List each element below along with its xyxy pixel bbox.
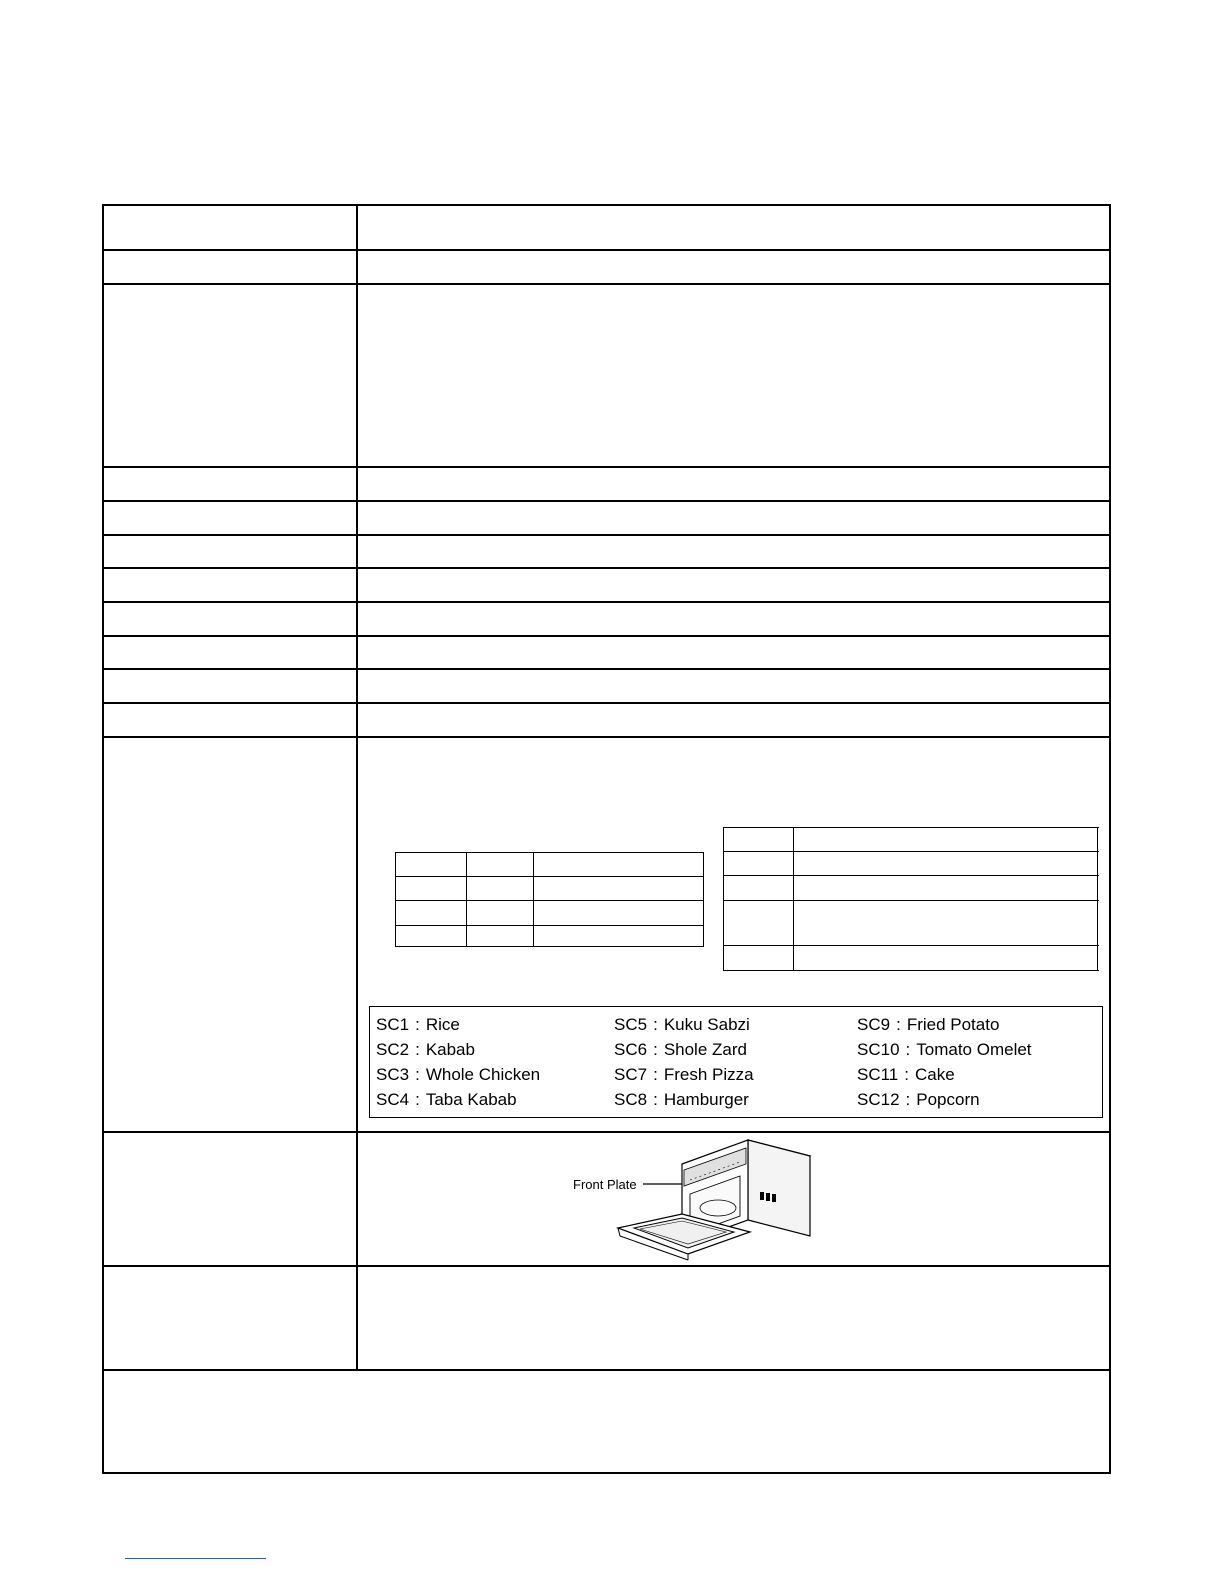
smart-cook-name: Fried Potato bbox=[906, 1015, 1000, 1034]
footer-link-underline[interactable] bbox=[125, 1558, 266, 1559]
smart-cook-item bbox=[614, 1015, 750, 1035]
vent-slot bbox=[772, 1194, 776, 1202]
smart-cook-code: SC1 bbox=[376, 1015, 410, 1034]
smart-cook-code: SC10 bbox=[857, 1040, 900, 1059]
row-divider bbox=[102, 601, 1111, 603]
smart-cook-separator: : bbox=[905, 1090, 911, 1109]
inner-table-line bbox=[723, 827, 724, 971]
smart-cook-separator: : bbox=[415, 1040, 420, 1059]
smart-cook-item bbox=[376, 1090, 517, 1110]
row-divider bbox=[102, 466, 1111, 468]
smart-cook-name: Hamburger bbox=[663, 1090, 749, 1109]
smart-cook-item bbox=[857, 1040, 1032, 1060]
smart-cook-name: Tomato Omelet bbox=[916, 1040, 1032, 1059]
smart-cook-name: Whole Chicken bbox=[425, 1065, 541, 1084]
row-divider bbox=[102, 668, 1111, 670]
vent-slot bbox=[766, 1193, 770, 1201]
smart-cook-code: SC12 bbox=[857, 1090, 900, 1109]
smart-cook-code: SC4 bbox=[376, 1090, 410, 1109]
front-plate-label: Front Plate bbox=[573, 1177, 637, 1192]
row-divider bbox=[102, 1369, 1111, 1371]
row-divider bbox=[102, 567, 1111, 569]
smart-cook-name: Fresh Pizza bbox=[663, 1065, 754, 1084]
inner-table-line bbox=[395, 946, 704, 947]
smart-cook-item bbox=[857, 1015, 999, 1035]
inner-table-line bbox=[395, 852, 704, 853]
inner-table-line bbox=[1097, 827, 1098, 971]
inner-table-line bbox=[723, 875, 1099, 876]
table-border-top bbox=[102, 204, 1111, 206]
inner-table-line bbox=[703, 852, 704, 947]
smart-cook-separator: : bbox=[905, 1040, 911, 1059]
smart-cook-separator: : bbox=[896, 1015, 901, 1034]
smart-cook-code: SC3 bbox=[376, 1065, 410, 1084]
row-divider bbox=[102, 249, 1111, 251]
row-divider bbox=[102, 1131, 1111, 1133]
smart-cook-separator: : bbox=[653, 1090, 658, 1109]
inner-table-line bbox=[466, 852, 467, 947]
smart-cook-name: Rice bbox=[425, 1015, 460, 1034]
smart-cook-item bbox=[376, 1015, 460, 1035]
table-border-right bbox=[1109, 204, 1111, 1474]
microwave-side bbox=[748, 1140, 810, 1236]
inner-table-line bbox=[723, 945, 1099, 946]
smart-cook-code: SC5 bbox=[614, 1015, 648, 1034]
inner-table-line bbox=[395, 900, 704, 901]
smart-cook-code: SC9 bbox=[857, 1015, 891, 1034]
inner-table-line bbox=[723, 851, 1099, 852]
smart-cook-name: Cake bbox=[915, 1065, 955, 1084]
row-divider bbox=[102, 736, 1111, 738]
smart-cook-separator: : bbox=[415, 1090, 420, 1109]
smart-cook-name: Popcorn bbox=[916, 1090, 980, 1109]
row-divider bbox=[102, 500, 1111, 502]
table-border-bottom bbox=[102, 1472, 1111, 1474]
smart-cook-item bbox=[857, 1065, 955, 1085]
inner-table-line bbox=[395, 852, 396, 947]
vent-slot bbox=[760, 1192, 764, 1200]
smart-cook-code: SC2 bbox=[376, 1040, 410, 1059]
inner-table-line bbox=[395, 876, 704, 877]
smart-cook-item bbox=[614, 1090, 749, 1110]
smart-cook-separator: : bbox=[415, 1015, 420, 1034]
inner-table-line bbox=[723, 970, 1099, 971]
table-border-left bbox=[102, 204, 104, 1474]
smart-cook-code: SC7 bbox=[614, 1065, 648, 1084]
smart-cook-code: SC8 bbox=[614, 1090, 648, 1109]
column-divider bbox=[356, 204, 358, 1370]
smart-cook-item bbox=[614, 1040, 747, 1060]
smart-cook-separator: : bbox=[653, 1065, 658, 1084]
inner-table-line bbox=[395, 925, 704, 926]
inner-table-line bbox=[723, 900, 1099, 901]
smart-cook-code: SC6 bbox=[614, 1040, 648, 1059]
row-divider bbox=[102, 1265, 1111, 1267]
row-divider bbox=[102, 702, 1111, 704]
smart-cook-name: Shole Zard bbox=[663, 1040, 747, 1059]
inner-table-line bbox=[723, 827, 1099, 828]
smart-cook-separator: : bbox=[653, 1015, 658, 1034]
smart-cook-name: Kabab bbox=[425, 1040, 475, 1059]
smart-cook-item bbox=[376, 1040, 475, 1060]
row-divider bbox=[102, 635, 1111, 637]
smart-cook-code: SC11 bbox=[857, 1065, 899, 1084]
smart-cook-name: Taba Kabab bbox=[425, 1090, 517, 1109]
smart-cook-separator: : bbox=[653, 1040, 658, 1059]
smart-cook-name: Kuku Sabzi bbox=[663, 1015, 750, 1034]
smart-cook-item bbox=[376, 1065, 540, 1085]
smart-cook-separator: : bbox=[415, 1065, 420, 1084]
row-divider bbox=[102, 283, 1111, 285]
microwave-illustration bbox=[600, 1136, 820, 1264]
inner-table-line bbox=[793, 827, 794, 971]
smart-cook-item bbox=[614, 1065, 754, 1085]
smart-cook-item bbox=[857, 1090, 980, 1110]
inner-table-line bbox=[533, 852, 534, 947]
row-divider bbox=[102, 534, 1111, 536]
smart-cook-separator: : bbox=[904, 1065, 909, 1084]
